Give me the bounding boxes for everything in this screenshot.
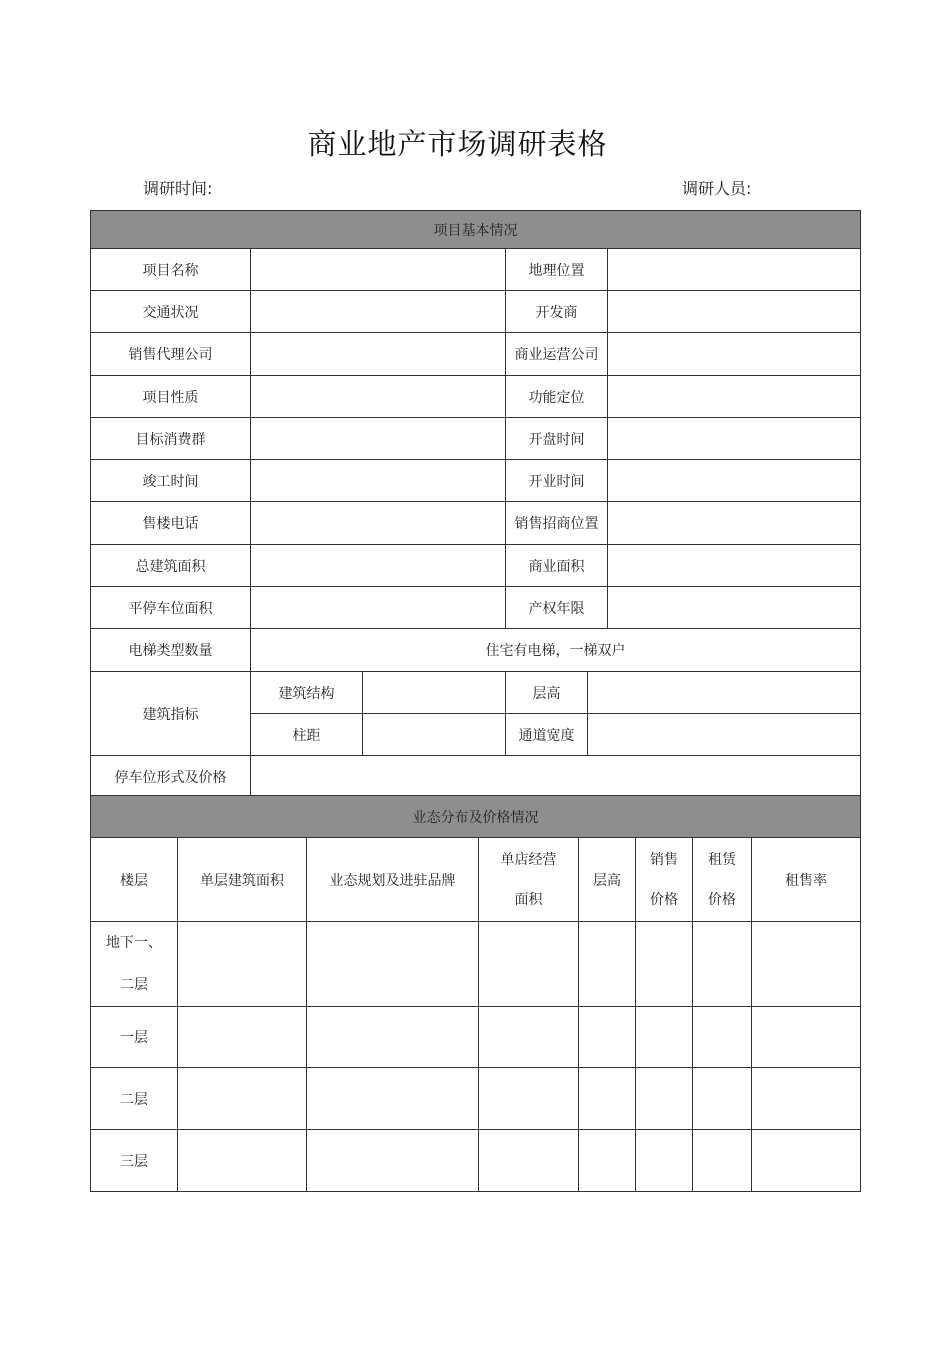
project-basic-table	[90, 210, 861, 798]
field-value-cell[interactable]	[251, 545, 506, 587]
col-header-floor-area: 单层建筑面积	[178, 838, 307, 922]
floor-label	[91, 922, 178, 1007]
table-cell[interactable]	[178, 1007, 307, 1068]
field-value-cell[interactable]	[251, 502, 506, 545]
col-header-rent-line2: 价格	[708, 891, 736, 908]
floor-label-line2: 二层	[120, 977, 148, 993]
table-cell[interactable]	[752, 1068, 861, 1130]
corridor-width-value-cell[interactable]	[588, 714, 861, 756]
field-value-cell[interactable]	[251, 460, 506, 502]
field-label: 总建筑面积	[91, 545, 251, 587]
col-header-height: 层高	[579, 838, 636, 922]
field-label: 商业面积	[506, 545, 608, 587]
col-header-shop-area	[479, 838, 579, 922]
field-label: 开盘时间	[506, 418, 608, 460]
business-distribution-table	[90, 795, 861, 1192]
table-cell[interactable]	[307, 1130, 479, 1192]
field-label: 项目性质	[91, 376, 251, 418]
field-label: 地理位置	[506, 249, 608, 291]
table-cell[interactable]	[636, 922, 693, 1007]
surveyor-label: 调研人员:	[682, 179, 752, 198]
table-cell[interactable]	[752, 1007, 861, 1068]
table-cell[interactable]	[479, 1007, 579, 1068]
col-header-brand: 业态规划及进驻品牌	[307, 838, 479, 922]
field-value-cell[interactable]	[251, 418, 506, 460]
field-value-cell[interactable]	[251, 249, 506, 291]
parking-value-cell[interactable]	[251, 756, 861, 798]
table-cell[interactable]	[579, 1068, 636, 1130]
corridor-width-label: 通道宽度	[506, 714, 588, 756]
field-label: 交通状况	[91, 291, 251, 333]
field-label: 开发商	[506, 291, 608, 333]
table-cell[interactable]	[307, 922, 479, 1007]
section-header-business: 业态分布及价格情况	[91, 796, 861, 838]
field-label: 竣工时间	[91, 460, 251, 502]
elevator-value[interactable]: 住宅有电梯，一梯双户	[251, 629, 861, 672]
field-label: 项目名称	[91, 249, 251, 291]
table-row	[91, 1068, 861, 1130]
table-cell[interactable]	[693, 1130, 752, 1192]
col-header-floor: 楼层	[91, 838, 178, 922]
table-row	[91, 922, 861, 1007]
col-header-ratio: 租售率	[752, 838, 861, 922]
field-value-cell[interactable]	[608, 502, 861, 545]
field-value-cell[interactable]	[608, 333, 861, 376]
table-row	[91, 1007, 861, 1068]
floor-height-value-cell[interactable]	[588, 672, 861, 714]
field-label: 商业运营公司	[506, 333, 608, 376]
field-label: 销售招商位置	[506, 502, 608, 545]
table-cell[interactable]	[479, 1130, 579, 1192]
field-value-cell[interactable]	[608, 418, 861, 460]
col-header-shop-area-line2: 面积	[514, 891, 543, 908]
table-cell[interactable]	[579, 922, 636, 1007]
table-cell[interactable]	[693, 1068, 752, 1130]
col-header-sale-price	[636, 838, 693, 922]
table-cell[interactable]	[307, 1007, 479, 1068]
table-cell[interactable]	[178, 922, 307, 1007]
table-cell[interactable]	[693, 1007, 752, 1068]
survey-time-label: 调研时间:	[143, 179, 213, 198]
column-spacing-label: 柱距	[251, 714, 363, 756]
col-header-sale-line1: 销售	[650, 851, 678, 868]
field-value-cell[interactable]	[608, 249, 861, 291]
field-value-cell[interactable]	[251, 376, 506, 418]
field-value-cell[interactable]	[608, 545, 861, 587]
field-label: 目标消费群	[91, 418, 251, 460]
table-cell[interactable]	[479, 922, 579, 1007]
table-cell[interactable]	[479, 1068, 579, 1130]
table-cell[interactable]	[752, 922, 861, 1007]
field-value-cell[interactable]	[608, 587, 861, 629]
table-row	[91, 1130, 861, 1192]
field-value-cell[interactable]	[251, 291, 506, 333]
page-title: 商业地产市场调研表格	[307, 127, 608, 161]
column-spacing-value-cell[interactable]	[363, 714, 506, 756]
floor-label: 二层	[91, 1068, 178, 1130]
field-value-cell[interactable]	[608, 376, 861, 418]
col-header-rent-price	[693, 838, 752, 922]
table-cell[interactable]	[636, 1130, 693, 1192]
col-header-sale-line2: 价格	[650, 891, 678, 908]
elevator-label: 电梯类型数量	[91, 629, 251, 672]
floor-height-label: 层高	[506, 672, 588, 714]
field-label: 开业时间	[506, 460, 608, 502]
field-label: 售楼电话	[91, 502, 251, 545]
field-label: 平停车位面积	[91, 587, 251, 629]
field-label: 功能定位	[506, 376, 608, 418]
col-header-shop-area-line1: 单店经营	[500, 851, 557, 868]
floor-label-line1: 地下一、	[106, 935, 162, 951]
field-label: 销售代理公司	[91, 333, 251, 376]
table-cell[interactable]	[579, 1007, 636, 1068]
floor-label: 一层	[91, 1007, 178, 1068]
table-cell[interactable]	[307, 1068, 479, 1130]
field-value-cell[interactable]	[608, 460, 861, 502]
floor-label: 三层	[91, 1130, 178, 1192]
table-cell[interactable]	[178, 1068, 307, 1130]
field-value-cell[interactable]	[251, 587, 506, 629]
field-value-cell[interactable]	[608, 291, 861, 333]
parking-label: 停车位形式及价格	[91, 756, 251, 798]
table-cell[interactable]	[636, 1007, 693, 1068]
table-cell[interactable]	[636, 1068, 693, 1130]
table-cell[interactable]	[178, 1130, 307, 1192]
table-cell[interactable]	[752, 1130, 861, 1192]
structure-label: 建筑结构	[251, 672, 363, 714]
field-label: 产权年限	[506, 587, 608, 629]
table-cell[interactable]	[579, 1130, 636, 1192]
section-header-basic: 项目基本情况	[91, 211, 861, 249]
table-cell[interactable]	[693, 922, 752, 1007]
structure-value-cell[interactable]	[363, 672, 506, 714]
building-index-label: 建筑指标	[91, 672, 251, 756]
col-header-rent-line1: 租赁	[708, 851, 736, 868]
field-value-cell[interactable]	[251, 333, 506, 376]
